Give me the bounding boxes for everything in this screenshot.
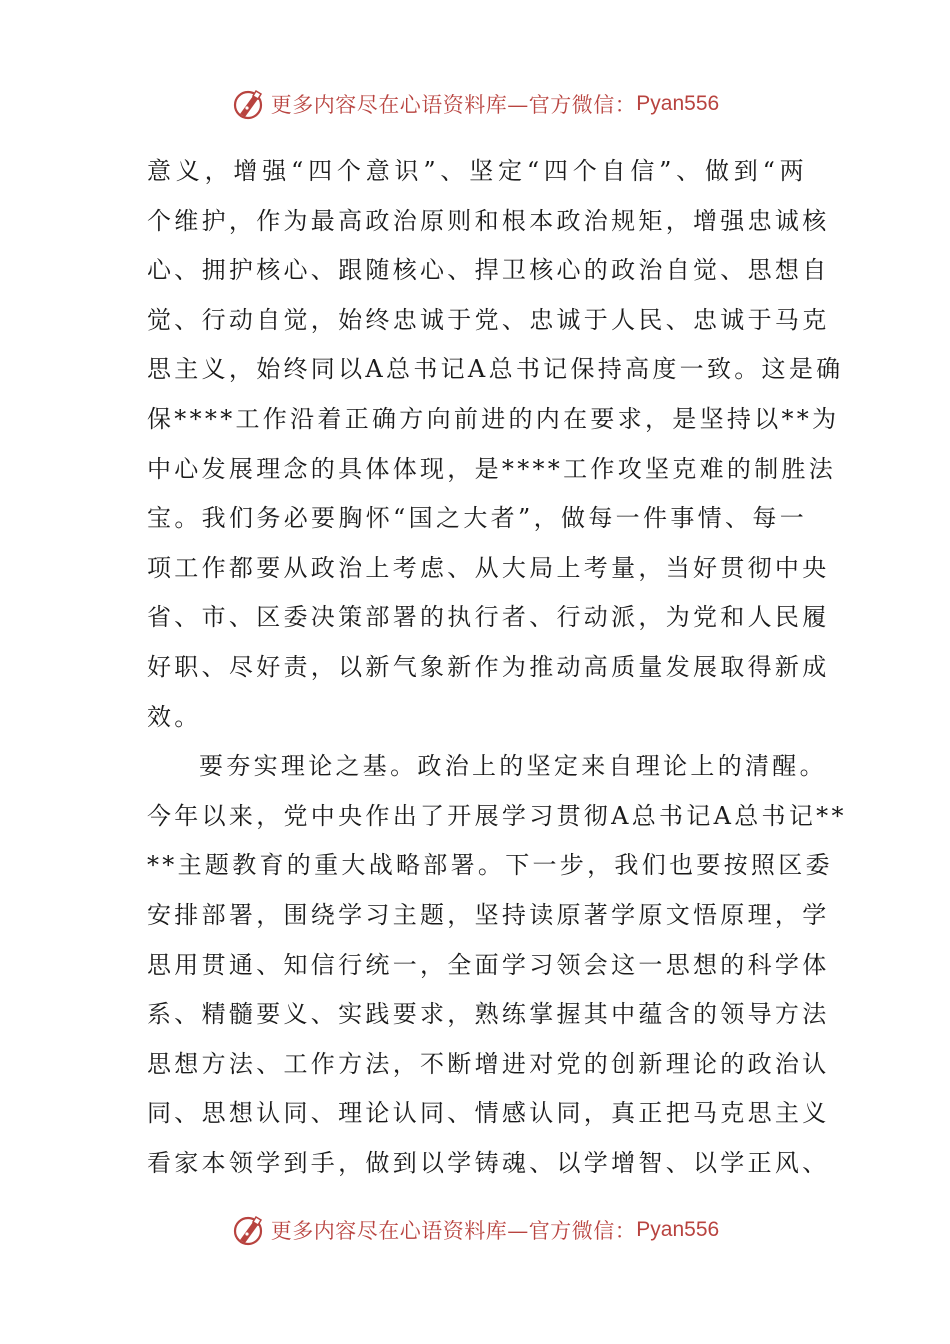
- text-line: 宝。我们务必要胸怀“国之大者”，做每一件事情、每一: [147, 504, 807, 533]
- text-line: 今年以来，党中央作出了开展学习贯彻A总书记A总书记**: [147, 801, 847, 830]
- header-watermark: [0, 84, 950, 124]
- text-line: 思主义，始终同以A总书记A总书记保持高度一致。这是确: [147, 355, 844, 384]
- text-line: 同、思想认同、理论认同、情感认同，真正把马克思主义: [147, 1099, 830, 1128]
- text-line: 效。: [147, 702, 202, 731]
- text-line: 看家本领学到手，做到以学铸魂、以学增智、以学正风、: [147, 1148, 830, 1177]
- text-line: 思用贯通、知信行统一，全面学习领会这一思想的科学体: [147, 950, 830, 979]
- pen-nib-circle-icon: [231, 1213, 265, 1247]
- watermark-text: 更多内容尽在心语资料库—官方微信：: [270, 93, 637, 117]
- text-line: **主题教育的重大战略部署。下一步，我们也要按照区委: [147, 851, 833, 880]
- watermark-wechat-id: Pyan556: [636, 92, 720, 115]
- text-line: 保****工作沿着正确方向前进的内在要求，是坚持以**为: [147, 404, 840, 433]
- text-line: 觉、行动自觉，始终忠诚于党、忠诚于人民、忠诚于马克: [147, 305, 830, 334]
- watermark-wechat-id: Pyan556: [636, 1218, 720, 1241]
- text-line: 安排部署，围绕学习主题，坚持读原著学原文悟原理，学: [147, 900, 830, 929]
- pen-nib-circle-icon: [231, 87, 265, 121]
- watermark-text: 更多内容尽在心语资料库—官方微信：: [270, 1219, 637, 1243]
- text-line: 省、市、区委决策部署的执行者、行动派，为党和人民履: [147, 603, 830, 632]
- text-line: 好职、尽好责，以新气象新作为推动高质量发展取得新成: [147, 652, 830, 681]
- paragraph-start-line: 要夯实理论之基。政治上的坚定来自理论上的清醒。: [199, 752, 827, 781]
- document-body: [147, 147, 847, 1188]
- text-line: 思想方法、工作方法，不断增进对党的创新理论的政治认: [147, 1049, 830, 1078]
- text-line: 心、拥护核心、跟随核心、捍卫核心的政治自觉、思想自: [147, 256, 830, 285]
- footer-watermark: [0, 1210, 950, 1250]
- text-line: 个维护，作为最高政治原则和根本政治规矩，增强忠诚核: [147, 206, 830, 235]
- text-line: 意义，增强“四个意识”、坚定“四个自信”、做到“两: [147, 157, 807, 185]
- text-line: 中心发展理念的具体体现，是****工作攻坚克难的制胜法: [147, 454, 837, 483]
- text-line: 系、精髓要义、实践要求，熟练掌握其中蕴含的领导方法: [147, 1000, 830, 1029]
- text-line: 项工作都要从政治上考虑、从大局上考量，当好贯彻中央: [147, 553, 830, 582]
